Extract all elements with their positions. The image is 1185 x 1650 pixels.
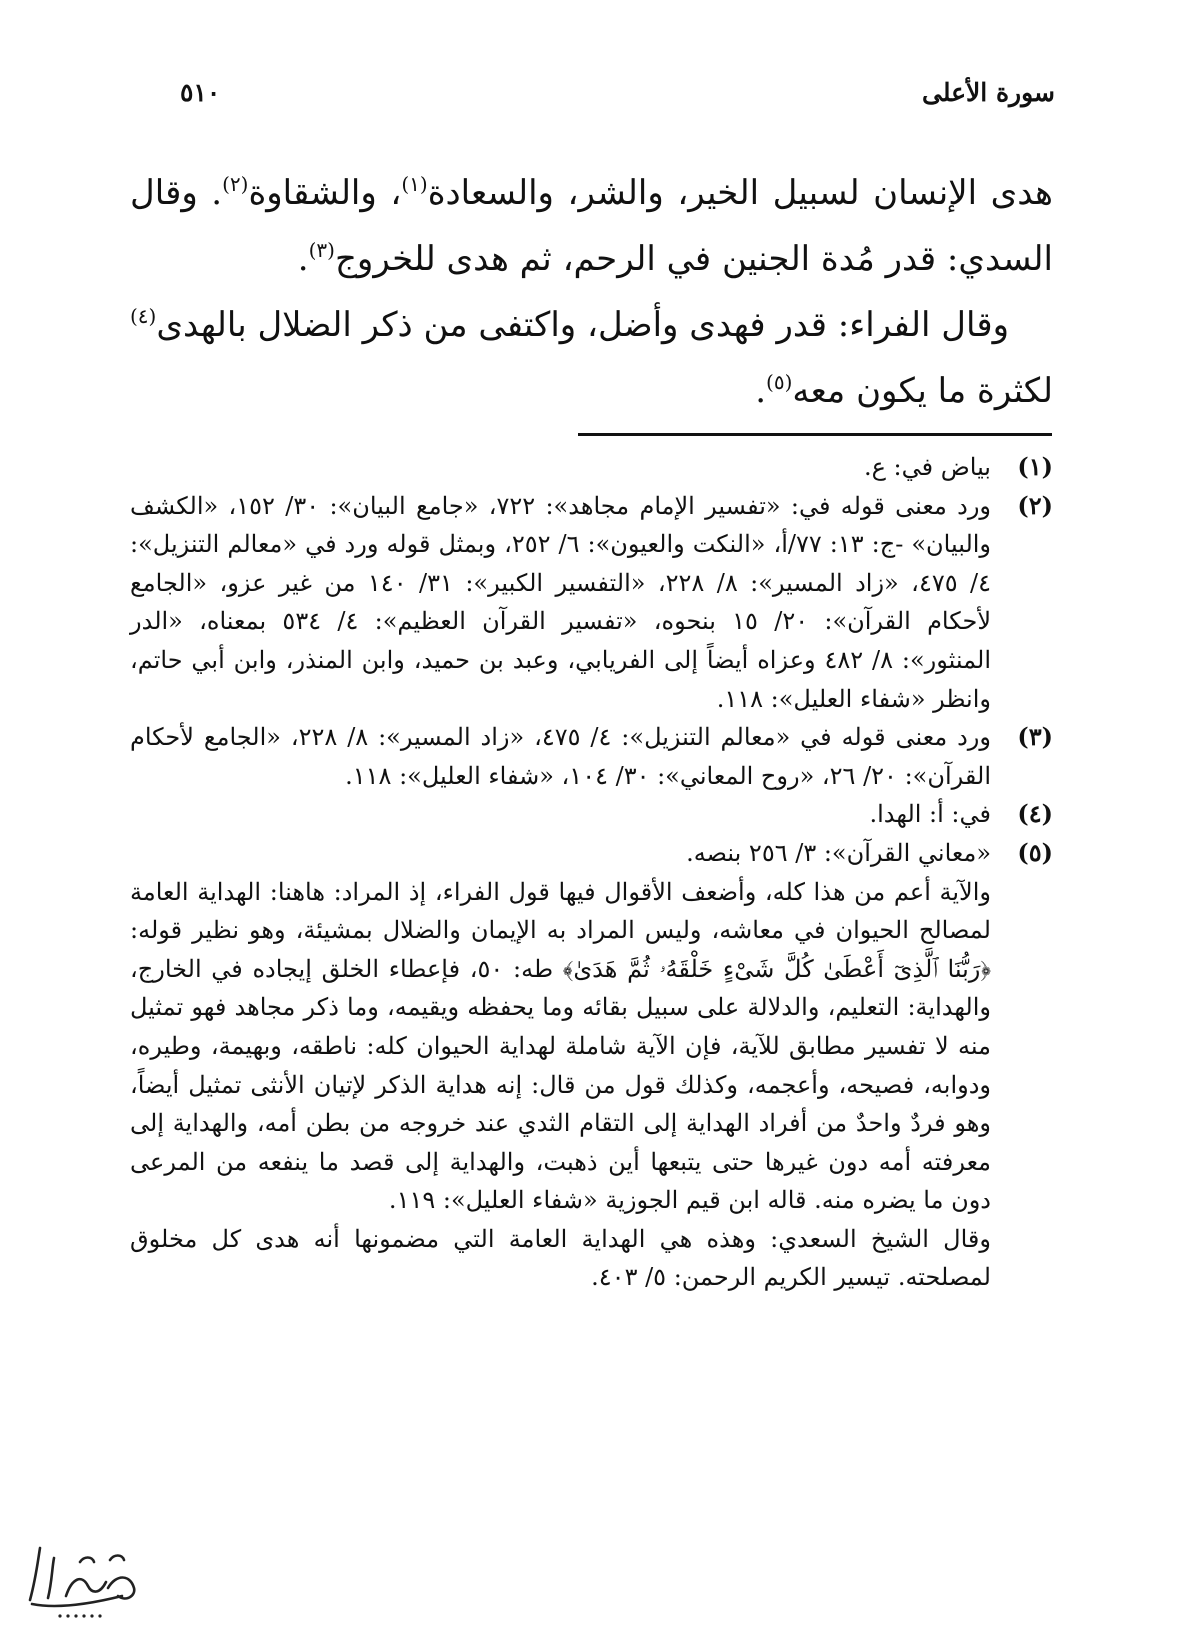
footnote-number: (٣): [1017, 722, 1053, 752]
calligraphy-logo-icon: [22, 1538, 142, 1624]
footnote: [130, 834, 1053, 873]
page-header: [180, 78, 1055, 118]
footnote-text: «معاني القرآن»: ٣/ ٢٥٦ بنصه.: [686, 838, 991, 867]
main-paragraph: وقال الفراء: قدر فهدى وأضل، واكتفى من ذكر الضلال بالهدى$^{(٤)}$ لكثرة ما يكون معه$^{(٥)}$.: [129, 304, 1053, 411]
footnotes: [130, 448, 1053, 1297]
footnote-ref[interactable]: (٤): [129, 304, 157, 328]
footnote: [130, 795, 1053, 834]
footnote-ref[interactable]: (٣): [308, 238, 335, 262]
footnote-text: ورد معنى قوله في «معالم التنزيل»: ٤/ ٤٧٥، «زاد المسير»: ٨/ ٢٢٨، «الجامع لأحكام القرآن»: ٢٠/ ٢٦، «روح المعاني»: ٣٠/ ١٠٤، «شفاء العليل»: ١١٨.: [130, 723, 991, 790]
footnote: [130, 718, 1053, 795]
surah-title: سورة الأعلى: [922, 78, 1055, 107]
footnote-ref[interactable]: (٢): [222, 172, 249, 196]
footnote-separator: [578, 433, 1052, 436]
footnote-number: (٤): [1017, 799, 1053, 829]
main-paragraph: هدى الإنسان لسبيل الخير، والشر، والسعادة$^{(١)}$، والشقاوة$^{(٢)}$. وقال السدي: قدر مُدة الجنين في الرحم، ثم هدى للخروج$^{(٣)}$.: [130, 172, 1053, 279]
footnote-ref[interactable]: (٥): [766, 370, 793, 394]
footnote-continuation: والآية أعم من هذا كله، وأضعف الأقوال فيها قول الفراء، إذ المراد: هاهنا: الهداية العامة لمصالح الحيوان في معاشه، وليس المراد به الإيمان والضلال بمشيئة، وهو نظير قوله: ﴿رَبُّنَا ٱلَّذِىٓ أَعْطَىٰ كُلَّ شَىْءٍ خَلْقَهُۥ ثُمَّ هَدَىٰ﴾ طه: ٥٠، فإعطاء الخلق إيجاده في الخارج، والهداية: التعليم، والدلالة على سبيل بقائه وما يحفظه ويقيمه، وما ذكر مجاهد فهو تمثيل منه لا تفسير مطابق للآية، فإن الآية شاملة لهداية الحيوان كله: ناطقه، وبهيمة، وطيره، ودوابه، فصيحه، وأعجمه، وكذلك قول من قال: إنه هداية الذكر لإتيان الأنثى تمثيل أيضاً، وهو فردٌ واحدٌ من أفراد الهداية إلى التقام الثدي عند خروجه من بطن أمه، والهداية إلى معرفته أمه دون غيرها حتى يتبعها أين ذهبت، والهداية إلى قصد ما ينفعه من المرعى دون ما يضره منه. قاله ابن قيم الجوزية «شفاء العليل»: ١١٩.: [130, 877, 992, 1215]
footnote-text: في: أ: الهدا.: [869, 800, 991, 829]
footnote-text: ورد معنى قوله في: «تفسير الإمام مجاهد»: ٧٢٢، «جامع البيان»: ٣٠/ ١٥٢، «الكشف والبيان» -ج: ١٣: ٧٧/أ، «النكت والعيون»: ٦/ ٢٥٢، وبمثل قوله ورد في «معالم التنزيل»: ٤/ ٤٧٥، «زاد المسير»: ٨/ ٢٢٨، «التفسير الكبير»: ٣١/ ١٤٠ من غير عزو، «الجامع لأحكام القرآن»: ٢٠/ ١٥ بنحوه، «تفسير القرآن العظيم»: ٤/ ٥٣٤ بمعناه، «الدر المنثور»: ٨/ ٤٨٢ وعزاه أيضاً إلى الفريابي، وعبد بن حميد، وابن المنذر، وابن أبي حاتم، وانظر «شفاء العليل»: ١١٨.: [130, 491, 992, 713]
footnote-ref[interactable]: (١): [401, 172, 428, 196]
footnote: [130, 448, 1053, 487]
footnote-number: (٢): [1017, 490, 1053, 520]
calligraphy-logo-icon: [22, 1538, 142, 1624]
main-text: [130, 160, 1053, 424]
footnote: [130, 487, 1053, 719]
footnote-text: بياض في: ع.: [863, 453, 991, 481]
footnote-continuation: وقال الشيخ السعدي: وهذه هي الهداية العامة التي مضمونها أنه هدى كل مخلوق لمصلحته. تيسير الكريم الرحمن: ٥/ ٤٠٣.: [130, 1224, 991, 1292]
footnote-number: (٥): [1017, 837, 1053, 867]
footnote-number: (١): [1017, 452, 1053, 481]
page-number: ٥١٠: [180, 78, 221, 107]
